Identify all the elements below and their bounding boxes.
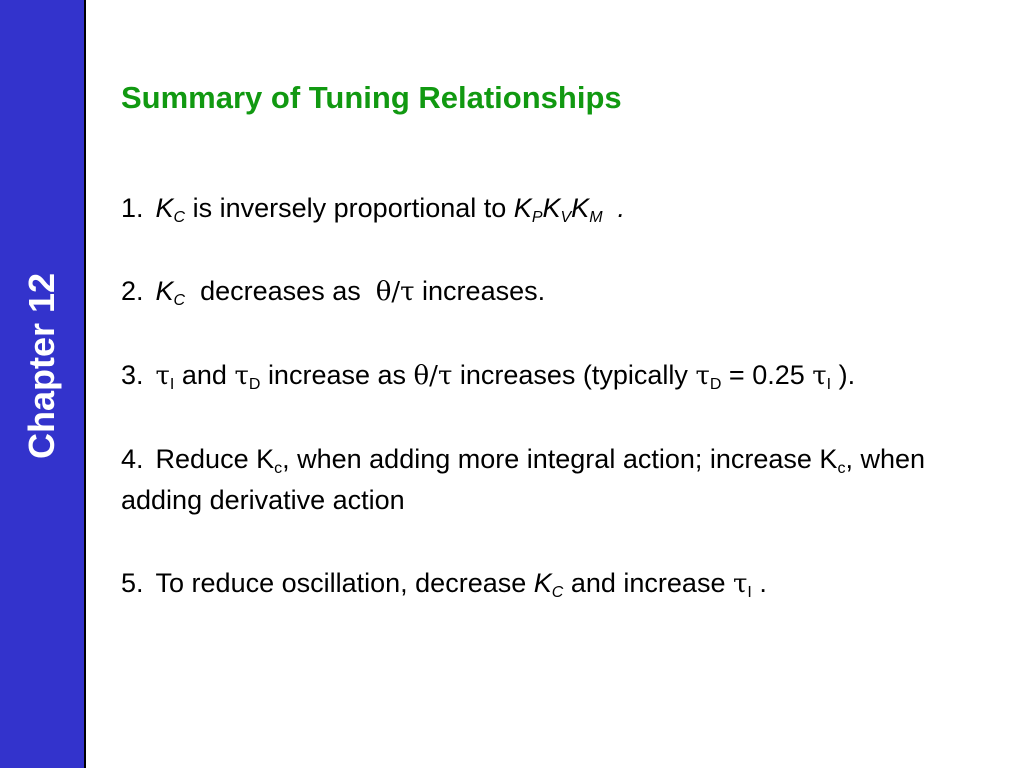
chapter-sidebar (0, 0, 86, 768)
chapter-label: Chapter 12 (21, 272, 62, 460)
list-item-1: 1. $K_C$ is inversely proportional to $K_PK_VK_M$ . (121, 193, 626, 226)
tuning-relationships-list (121, 188, 961, 605)
list-item-5: 5. To reduce oscillation, decrease $K_C$ and increase $\tau_I$ . (121, 568, 767, 601)
list-item-2: 2. $K_C$ decreases as θ/τ increases. (121, 276, 546, 309)
list-item-3: 3. $\tau_I$ and $\tau_D$ increase as θ/τ increases (typically $\tau_D = 0.25$ $\tau_I$ ). (121, 360, 856, 393)
list-item-4: 4. Reduce $K_c$, when adding more integral action; increase $K_c$, when adding derivative action (121, 444, 925, 515)
slide-title: Summary of Tuning Relationships (121, 80, 622, 115)
